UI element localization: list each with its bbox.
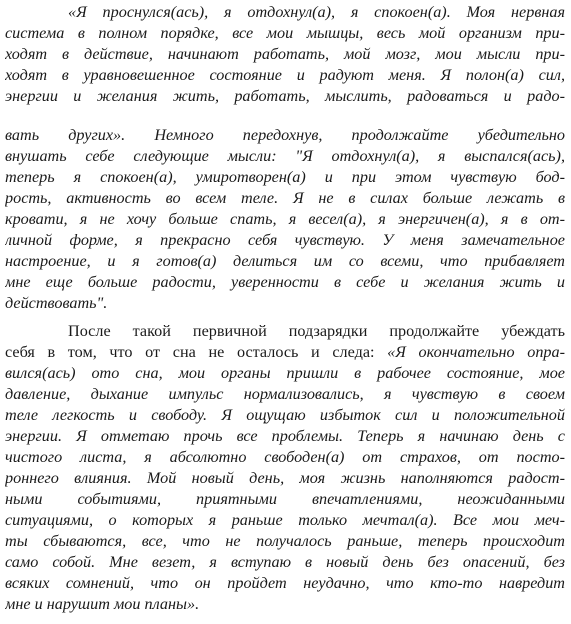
text-line: [5, 405, 565, 426]
italic-text: ты сбываются, все, что не получалось раньше, теперь происходит: [5, 532, 565, 550]
text-line: [5, 86, 565, 107]
italic-text: система в полном порядке, все мои мышцы, весь мой организм при-: [5, 24, 565, 42]
italic-text: ситуациями, о которых я раньше только мечтал(а). Все мои меч-: [5, 511, 565, 529]
italic-text: «Я проснулся(ась), я отдохнул(а), я спокоен(а). Моя нервная: [68, 3, 565, 21]
italic-text: внушать себе следующие мысли: "Я отдохнул(а), я выспался(ась),: [5, 147, 565, 165]
text-line: [5, 293, 565, 314]
text-line: [68, 321, 565, 342]
text-line: [5, 146, 565, 167]
italic-text: энергии и желания жить, работать, мыслить, радоваться и радо-: [5, 87, 565, 105]
italic-text: кровати, я не хочу больше спать, я весел(а), я энергичен(а), я в от-: [5, 210, 565, 228]
text-line: [5, 510, 565, 531]
italic-text: давление, дыхание импульс нормализовались, я чувствую в своем: [5, 385, 565, 403]
text-line: [5, 167, 565, 188]
italic-text: «Я окончательно опра-: [387, 343, 565, 361]
italic-text: всяких сомнений, что он пройдет неудачно, что кто-то навредит: [5, 574, 565, 592]
italic-text: чистого листа, я абсолютно свободен(а) от страхов, от посто-: [5, 448, 565, 466]
text-line: [5, 426, 565, 447]
text-line: [5, 552, 565, 573]
text-line: [5, 209, 565, 230]
text-line: [5, 23, 565, 44]
text-line: [5, 251, 565, 272]
text-line: [5, 489, 565, 510]
italic-text: мне еще больше радости, уверенности в себе и желания жить и: [5, 273, 565, 291]
text-line: [5, 384, 565, 405]
text-line: [5, 447, 565, 468]
text-line: [5, 594, 565, 615]
italic-text: теперь я спокоен(а), умиротворен(а) и при этом чувствую бод-: [5, 168, 565, 186]
italic-text: личной форме, я прекрасно себя чувствую. У меня замечательное: [5, 231, 565, 249]
italic-text: энергии. Я отметаю прочь все проблемы. Теперь я начинаю день с: [5, 427, 565, 445]
text-line: [5, 342, 565, 363]
text-line: [68, 2, 565, 23]
italic-text: рость, активность во всем теле. Я не в силах больше лежать в: [5, 189, 565, 207]
italic-text: роннего влияния. Мой новый день, моя жизнь наполняются радост-: [5, 469, 565, 487]
italic-text: мне и нарушит мои планы».: [5, 595, 200, 613]
regular-text: себя в том, что от сна не осталось и следа:: [5, 343, 388, 361]
text-line: [5, 44, 565, 65]
text-line: [5, 230, 565, 251]
italic-text: само собой. Мне везет, я вступаю в новый день без опасений, без: [5, 553, 565, 571]
text-line: [5, 531, 565, 552]
text-line: [5, 65, 565, 86]
text-line: [5, 573, 565, 594]
italic-text: вать других». Немного передохнув, продолжайте убедительно: [5, 126, 565, 144]
text-line: [5, 468, 565, 489]
text-line: [5, 272, 565, 293]
italic-text: действовать".: [5, 294, 108, 312]
italic-text: ходят в действие, начинают работать, мой мозг, мои мысли при-: [5, 45, 565, 63]
italic-text: теле легкость и свободу. Я ощущаю избыток сил и положительной: [5, 406, 565, 424]
italic-text: вился(ась) ото сна, мои органы пришли в рабочее состояние, мое: [5, 364, 565, 382]
italic-text: ными событиями, приятными впечатлениями, неожиданными: [5, 490, 565, 508]
italic-text: настроение, и я готов(а) делиться им со всеми, что прибавляет: [5, 252, 565, 270]
italic-text: ходят в уравновешенное состояние и радуют меня. Я полон(а) сил,: [5, 66, 565, 84]
text-line: [5, 363, 565, 384]
text-line: [5, 188, 565, 209]
text-line: [5, 125, 565, 146]
regular-text: После такой первичной подзарядки продолжайте убеждать: [68, 322, 565, 340]
